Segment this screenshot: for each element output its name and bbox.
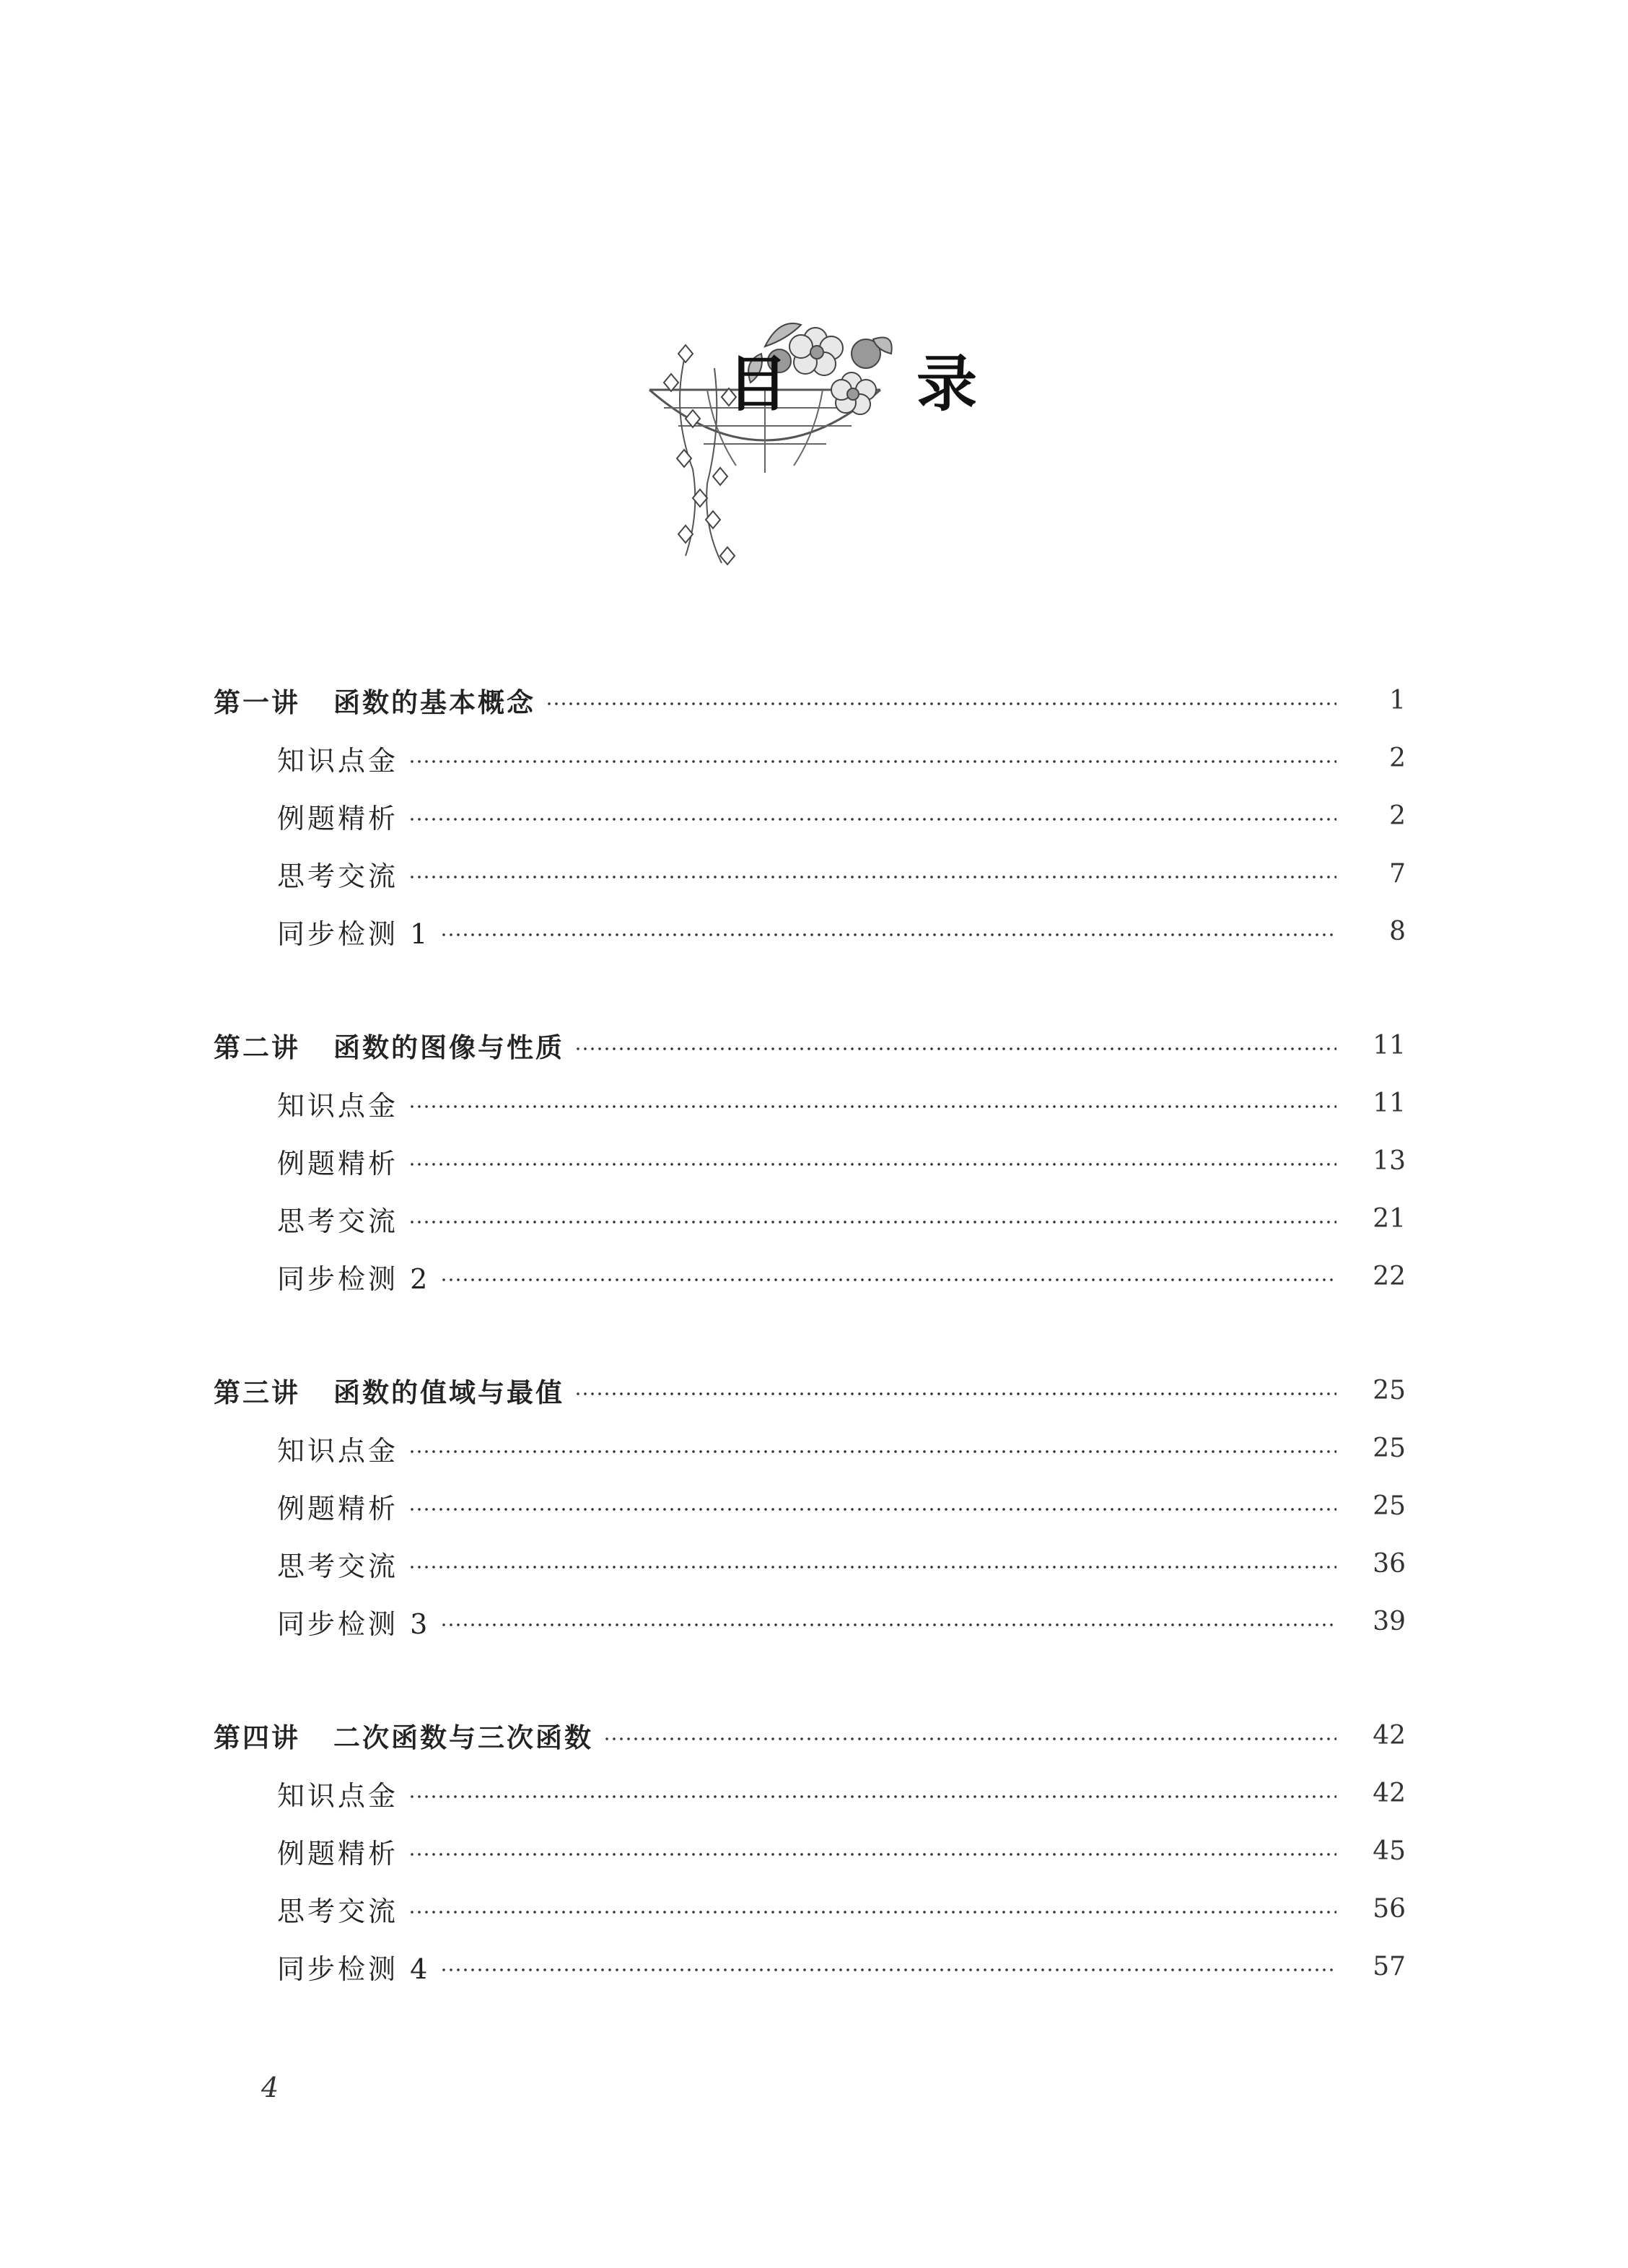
item-label: 例题精析 [277, 1492, 399, 1525]
dot-leader [408, 1911, 1336, 1914]
page-number: 25 [1373, 1491, 1406, 1521]
toc-item-row[interactable] [214, 1190, 1406, 1247]
page-number: 1 [1389, 685, 1406, 715]
chapter-number: 第三讲 [214, 1377, 300, 1408]
item-label: 思考交流 [277, 1205, 399, 1237]
page-number: 8 [1389, 916, 1406, 946]
chapter-heading [214, 1716, 603, 1755]
toc-item-row[interactable] [214, 1764, 1406, 1822]
item-label: 同步检测 1 [277, 917, 431, 950]
toc-section-3 [214, 1361, 1406, 1650]
item-label: 知识点金 [277, 744, 399, 777]
chapter-heading [214, 1371, 574, 1410]
dot-leader [408, 1450, 1336, 1453]
dot-leader [574, 1047, 1336, 1050]
page-number: 22 [1373, 1261, 1406, 1291]
toc-item-row[interactable] [214, 1419, 1406, 1477]
item-label: 思考交流 [277, 860, 399, 892]
page-number: 2 [1389, 801, 1406, 831]
dot-leader [440, 1623, 1336, 1626]
item-label: 知识点金 [277, 1434, 399, 1467]
chapter-title: 函数的图像与性质 [333, 1032, 564, 1063]
toc-item-row[interactable] [214, 902, 1406, 960]
dot-leader [574, 1392, 1336, 1395]
item-label: 同步检测 3 [277, 1608, 431, 1640]
page-number: 11 [1373, 1088, 1406, 1118]
dot-leader [408, 1795, 1336, 1798]
toc-section-2 [214, 1016, 1406, 1305]
dot-leader [603, 1737, 1336, 1740]
page-number: 45 [1373, 1836, 1406, 1866]
table-of-contents [214, 671, 1406, 2051]
page-number: 36 [1373, 1548, 1406, 1579]
page-number: 57 [1373, 1951, 1406, 1981]
dot-leader [408, 818, 1336, 821]
chapter-number: 第二讲 [214, 1032, 300, 1063]
toc-item-row[interactable] [214, 1822, 1406, 1880]
page-number: 11 [1373, 1030, 1406, 1060]
item-label: 例题精析 [277, 1147, 399, 1179]
page-folio: 4 [261, 2072, 279, 2103]
toc-item-row[interactable] [214, 845, 1406, 902]
item-label: 例题精析 [277, 802, 399, 834]
dot-leader [408, 1105, 1336, 1108]
toc-item-row[interactable] [214, 1477, 1406, 1535]
dot-leader [546, 702, 1336, 705]
toc-item-row[interactable] [214, 787, 1406, 845]
dot-leader [408, 1163, 1336, 1166]
page-number: 25 [1373, 1375, 1406, 1405]
dot-leader [408, 1566, 1336, 1569]
toc-chapter-row[interactable] [214, 1706, 1406, 1764]
dot-leader [408, 876, 1336, 878]
item-label: 同步检测 4 [277, 1953, 431, 1985]
toc-item-row[interactable] [214, 1247, 1406, 1305]
page-number: 56 [1373, 1893, 1406, 1924]
dot-leader [408, 1221, 1336, 1224]
dot-leader [440, 1968, 1336, 1971]
dot-leader [408, 1853, 1336, 1856]
page-number: 42 [1373, 1778, 1406, 1808]
title-char-1: 目 [727, 349, 789, 419]
dot-leader [408, 760, 1336, 763]
page-number: 2 [1389, 743, 1406, 773]
dot-leader [408, 1508, 1336, 1511]
page-number: 7 [1389, 858, 1406, 889]
page-number: 21 [1373, 1203, 1406, 1234]
item-label: 例题精析 [277, 1837, 399, 1870]
toc-item-row[interactable] [214, 1074, 1406, 1132]
title-block [635, 310, 1010, 585]
toc-item-row[interactable] [214, 1880, 1406, 1937]
toc-item-row[interactable] [214, 1592, 1406, 1650]
item-label: 知识点金 [277, 1779, 399, 1812]
dot-leader [440, 933, 1336, 936]
toc-chapter-row[interactable] [214, 1361, 1406, 1419]
item-label: 同步检测 2 [277, 1262, 431, 1295]
dot-leader [440, 1278, 1336, 1281]
page-number: 13 [1373, 1146, 1406, 1176]
chapter-title: 二次函数与三次函数 [333, 1722, 593, 1753]
page-number: 42 [1373, 1720, 1406, 1750]
toc-item-row[interactable] [214, 1132, 1406, 1190]
page-number: 39 [1373, 1606, 1406, 1636]
title-char-2: 录 [916, 349, 978, 419]
toc-chapter-row[interactable] [214, 1016, 1406, 1074]
item-label: 思考交流 [277, 1550, 399, 1582]
page-number: 25 [1373, 1433, 1406, 1463]
toc-item-row[interactable] [214, 1937, 1406, 1995]
item-label: 思考交流 [277, 1895, 399, 1927]
toc-item-row[interactable] [214, 1535, 1406, 1592]
chapter-number: 第四讲 [214, 1722, 300, 1753]
toc-section-1 [214, 671, 1406, 960]
toc-section-4 [214, 1706, 1406, 1995]
chapter-number: 第一讲 [214, 687, 300, 718]
chapter-title: 函数的基本概念 [333, 687, 535, 718]
chapter-heading [214, 1026, 574, 1065]
item-label: 知识点金 [277, 1089, 399, 1122]
chapter-title: 函数的值域与最值 [333, 1377, 564, 1408]
chapter-heading [214, 681, 546, 720]
toc-chapter-row[interactable] [214, 671, 1406, 729]
toc-item-row[interactable] [214, 729, 1406, 787]
